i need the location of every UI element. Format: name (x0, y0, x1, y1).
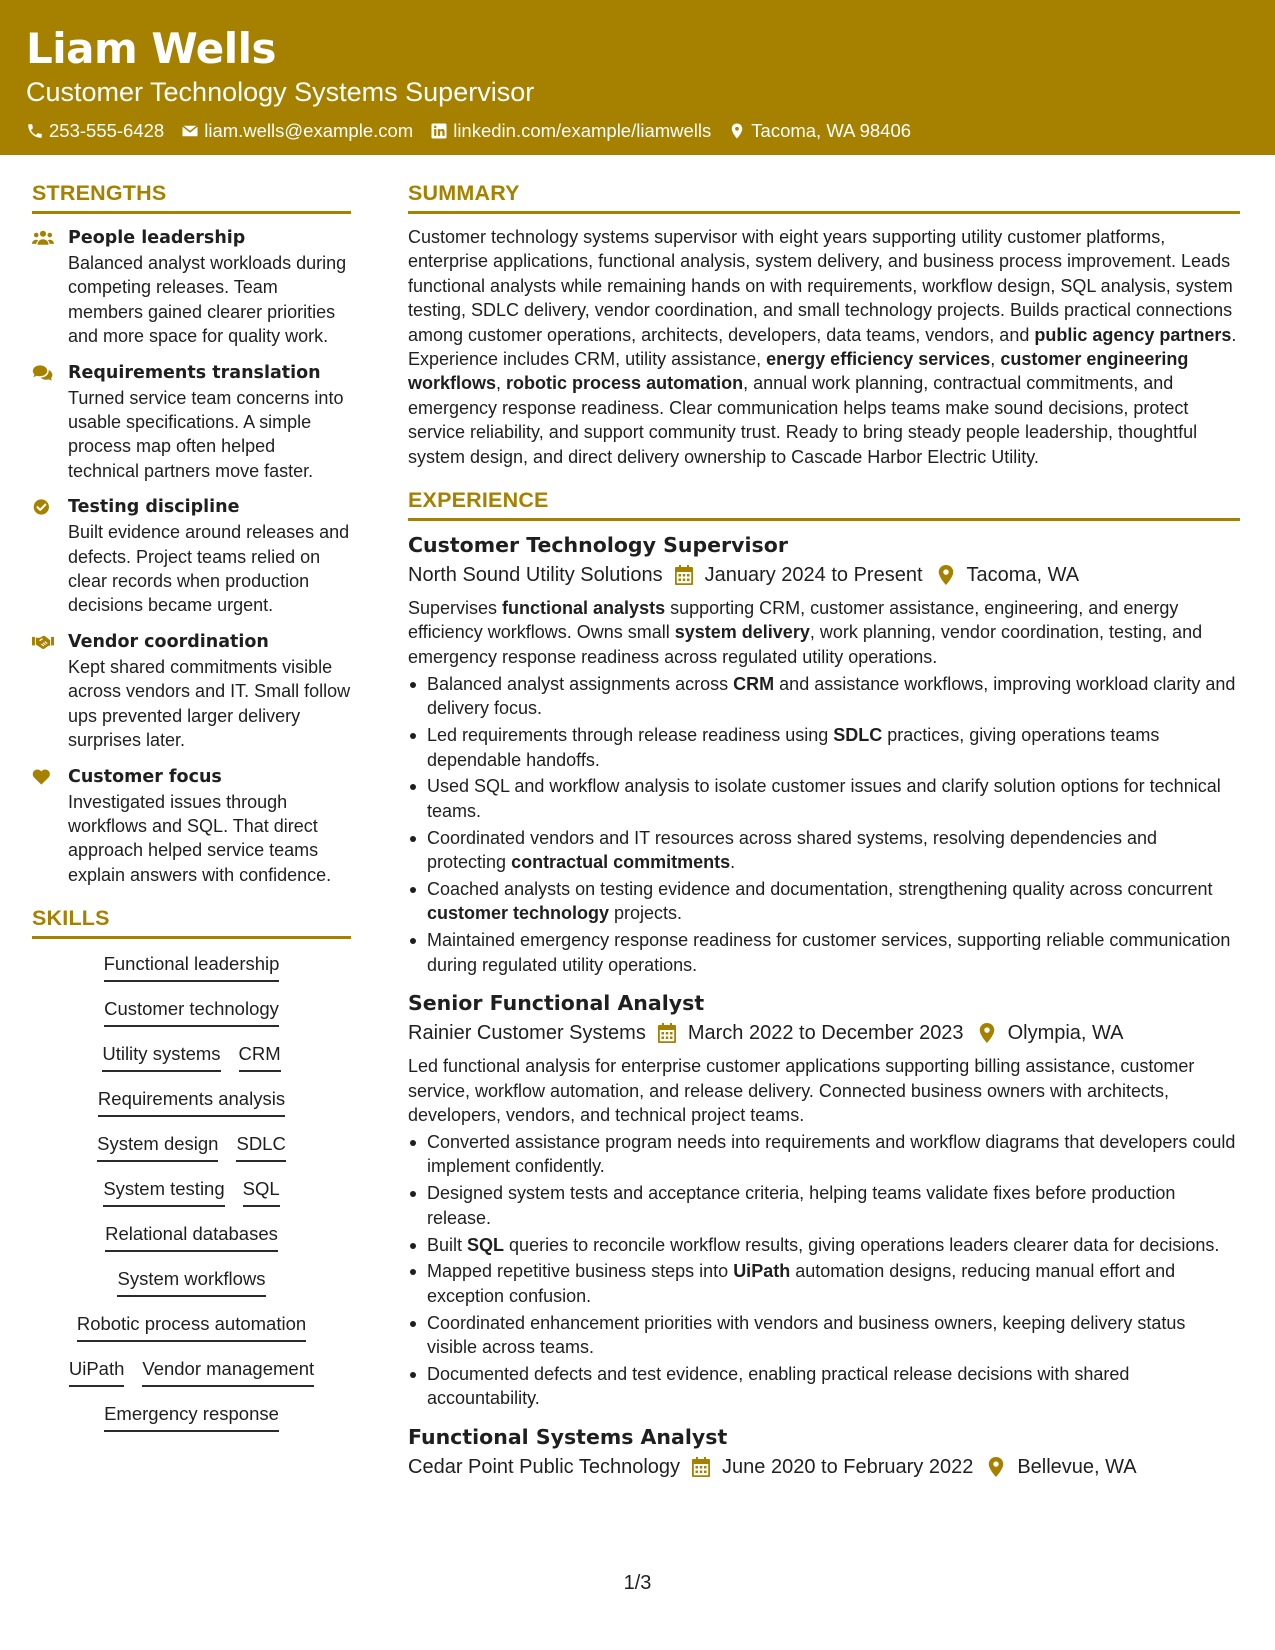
summary-title: SUMMARY (408, 180, 1240, 214)
skill-tag: Vendor management (142, 1357, 314, 1387)
chat-icon (32, 364, 54, 382)
job-meta (408, 1453, 1240, 1481)
strength-title: Vendor coordination (68, 631, 269, 652)
emphasis-text: public agency partners (1034, 324, 1232, 345)
job-title: Senior Functional Analyst (408, 991, 705, 1016)
linkedin-icon (430, 122, 448, 140)
job-bullet: Designed system tests and acceptance criteria, helping teams validate fixes before production release. (408, 1181, 1240, 1230)
job-company: North Sound Utility Solutions (408, 564, 663, 587)
emphasis-text: energy efficiency services (766, 349, 991, 370)
strength-title: People leadership (68, 228, 246, 248)
emphasis-text: system delivery (674, 622, 810, 643)
map-pin-icon (937, 565, 955, 585)
job-bullet: Converted assistance program needs into requirements and workflow diagrams that developers could implement confidently. (408, 1130, 1240, 1179)
strength-title: Customer focus (68, 766, 222, 787)
page-number: 1/3 (623, 1572, 652, 1594)
skill-tag: System workflows (117, 1267, 265, 1297)
emphasis-text: SQL (467, 1234, 505, 1255)
job-bullet: Led requirements through release readiness using SDLC practices, giving operations teams dependable handoffs. (408, 723, 1240, 772)
job-location: Tacoma, WA (966, 564, 1080, 587)
strength-description: Balanced analyst workloads during competing releases. Team members gained clearer priorities and more space for quality work. (68, 253, 347, 347)
job-bullets (408, 1130, 1240, 1411)
contact-phone[interactable] (26, 119, 164, 143)
strength-description: Turned service team concerns into usable specifications. A simple process map often helped technical partners move faster. (68, 387, 344, 481)
emphasis-text: customer technology (427, 903, 610, 924)
skill-tag: Relational databases (105, 1222, 278, 1252)
strength-item (32, 630, 351, 753)
job-company: Cedar Point Public Technology (408, 1455, 681, 1478)
job-bullet: Mapped repetitive business steps into UiPath automation designs, reducing manual effort and exception confusion. (408, 1259, 1240, 1308)
job-bullet: Coached analysts on testing evidence and documentation, strengthening quality across concurrent customer technology projects. (408, 877, 1240, 926)
email-text: liam.wells@example.com (204, 120, 414, 141)
map-pin-icon (987, 1457, 1005, 1477)
summary-text: Customer technology systems supervisor with eight years supporting utility customer platforms, enterprise applications, functional analysis, system delivery, and business process improvement. Leads functional analysts while remaining hands on with requirements, workflow design, SQL analysis, system testing, SDLC delivery, vendor coordination, and small technology projects. Builds practical connections among customer operations, architects, developers, data teams, vendors, and public agency partners. Experience includes CRM, utility assistance, energy efficiency services, customer engineering workflows, robotic process automation, annual work planning, contractual commitments, and emergency response readiness. Clear communication helps teams make sound decisions, protect service reliability, and support community trust. Ready to bring steady people leadership, thoughtful system design, and direct delivery ownership to Cascade Harbor Electric Utility. (408, 227, 1237, 467)
skill-tag: Customer technology (104, 997, 279, 1027)
job-entry (408, 531, 1240, 977)
handshake-icon (32, 633, 54, 651)
strength-title: Requirements translation (68, 362, 321, 383)
strength-item (32, 765, 351, 888)
job-dates: March 2022 to December 2023 (687, 1022, 964, 1045)
candidate-name: Liam Wells (26, 24, 276, 73)
left-column (32, 180, 351, 1447)
strength-title: Testing discipline (68, 497, 240, 518)
emphasis-text: functional analysts (502, 598, 666, 619)
emphasis-text: customer engineering workflows (408, 349, 1189, 394)
job-bullets (408, 672, 1240, 977)
contact-location (728, 119, 911, 143)
strengths-title: STRENGTHS (32, 180, 351, 214)
phone-text: 253-555-6428 (49, 120, 165, 141)
strength-item (32, 495, 351, 618)
right-column (408, 180, 1240, 1481)
skills-title: SKILLS (32, 905, 351, 939)
strength-item (32, 226, 351, 349)
email-icon (181, 122, 199, 140)
job-title: Functional Systems Analyst (408, 1424, 728, 1449)
skill-tag: Requirements analysis (98, 1087, 285, 1117)
contact-linkedin[interactable] (430, 119, 711, 143)
skill-tag: UiPath (69, 1357, 125, 1387)
job-bullet: Documented defects and test evidence, enabling practical release decisions with shared accountability. (408, 1362, 1240, 1411)
calendar-icon (692, 1457, 710, 1477)
candidate-headline: Customer Technology Systems Supervisor (26, 77, 535, 107)
emphasis-text: SDLC (833, 725, 883, 746)
job-entry (408, 989, 1240, 1411)
emphasis-text: UiPath (733, 1261, 791, 1282)
job-bullet: Built SQL queries to reconcile workflow results, giving operations leaders clearer data for decisions. (408, 1233, 1240, 1257)
strength-description: Investigated issues through workflows and SQL. That direct approach helped service teams explain answers with confidence. (68, 791, 332, 885)
skill-tag: Utility systems (102, 1042, 220, 1072)
experience-section (408, 487, 1240, 1481)
job-bullet: Maintained emergency response readiness for customer services, supporting reliable communication during regulated utility operations. (408, 928, 1240, 977)
resume-header (0, 0, 1275, 155)
skill-tag: SDLC (236, 1132, 285, 1162)
check-circle-icon (32, 498, 54, 516)
phone-icon (26, 122, 44, 140)
strength-item (32, 361, 351, 484)
job-description: Supervises functional analysts supporting CRM, customer assistance, engineering, and energy efficiency workflows. Owns small system delivery, work planning, vendor coordination, testing, and emergency response readiness across regulated utility operations. (408, 598, 1203, 667)
job-bullet: Coordinated vendors and IT resources across shared systems, resolving dependencies and protecting contractual commitments. (408, 826, 1240, 875)
job-meta (408, 561, 1240, 589)
emphasis-text: CRM (733, 673, 775, 694)
job-meta (408, 1019, 1240, 1047)
skill-tag: SQL (243, 1177, 280, 1207)
skill-tag: System design (97, 1132, 218, 1162)
experience-title: EXPERIENCE (408, 487, 1240, 521)
job-dates: January 2024 to Present (704, 564, 923, 587)
skill-tag: Emergency response (104, 1402, 279, 1432)
job-entry (408, 1423, 1240, 1481)
skills-list (32, 952, 351, 1447)
strengths-section (32, 180, 351, 887)
job-location: Olympia, WA (1007, 1022, 1124, 1045)
emphasis-text: contractual commitments (511, 852, 731, 873)
job-bullet: Used SQL and workflow analysis to isolate customer issues and clarify solution options for technical teams. (408, 774, 1240, 823)
job-bullet: Coordinated enhancement priorities with vendors and business owners, keeping delivery status visible across teams. (408, 1311, 1240, 1360)
people-icon (32, 229, 54, 247)
heart-icon (32, 768, 54, 786)
summary-section (408, 180, 1240, 469)
calendar-icon (675, 565, 693, 585)
emphasis-text: robotic process automation (506, 373, 744, 394)
job-bullet: Balanced analyst assignments across CRM and assistance workflows, improving workload clarity and delivery focus. (408, 672, 1240, 721)
job-title: Customer Technology Supervisor (408, 533, 788, 558)
calendar-icon (658, 1023, 676, 1043)
skill-tag: Robotic process automation (77, 1312, 306, 1342)
skill-tag: System testing (103, 1177, 224, 1207)
job-location: Bellevue, WA (1017, 1455, 1137, 1478)
map-pin-icon (728, 122, 746, 140)
job-company: Rainier Customer Systems (408, 1022, 646, 1045)
job-dates: June 2020 to February 2022 (722, 1455, 974, 1478)
contact-bar (26, 119, 1275, 143)
contact-email[interactable] (181, 119, 413, 143)
location-text: Tacoma, WA 98406 (751, 120, 912, 141)
strength-description: Built evidence around releases and defects. Project teams relied on clear records when production decisions became urgent. (68, 522, 350, 616)
skill-tag: CRM (239, 1042, 281, 1072)
skill-tag: Functional leadership (104, 952, 280, 982)
skills-section (32, 905, 351, 1447)
linkedin-text: linkedin.com/example/liamwells (453, 120, 712, 141)
map-pin-icon (978, 1023, 996, 1043)
strength-description: Kept shared commitments visible across vendors and IT. Small follow ups prevented larger delivery surprises later. (68, 656, 351, 751)
job-description: Led functional analysis for enterprise customer applications supporting billing assistance, customer service, workflow automation, and release delivery. Connected business owners with architects, developers, vendors, and technical project teams. (408, 1056, 1195, 1125)
